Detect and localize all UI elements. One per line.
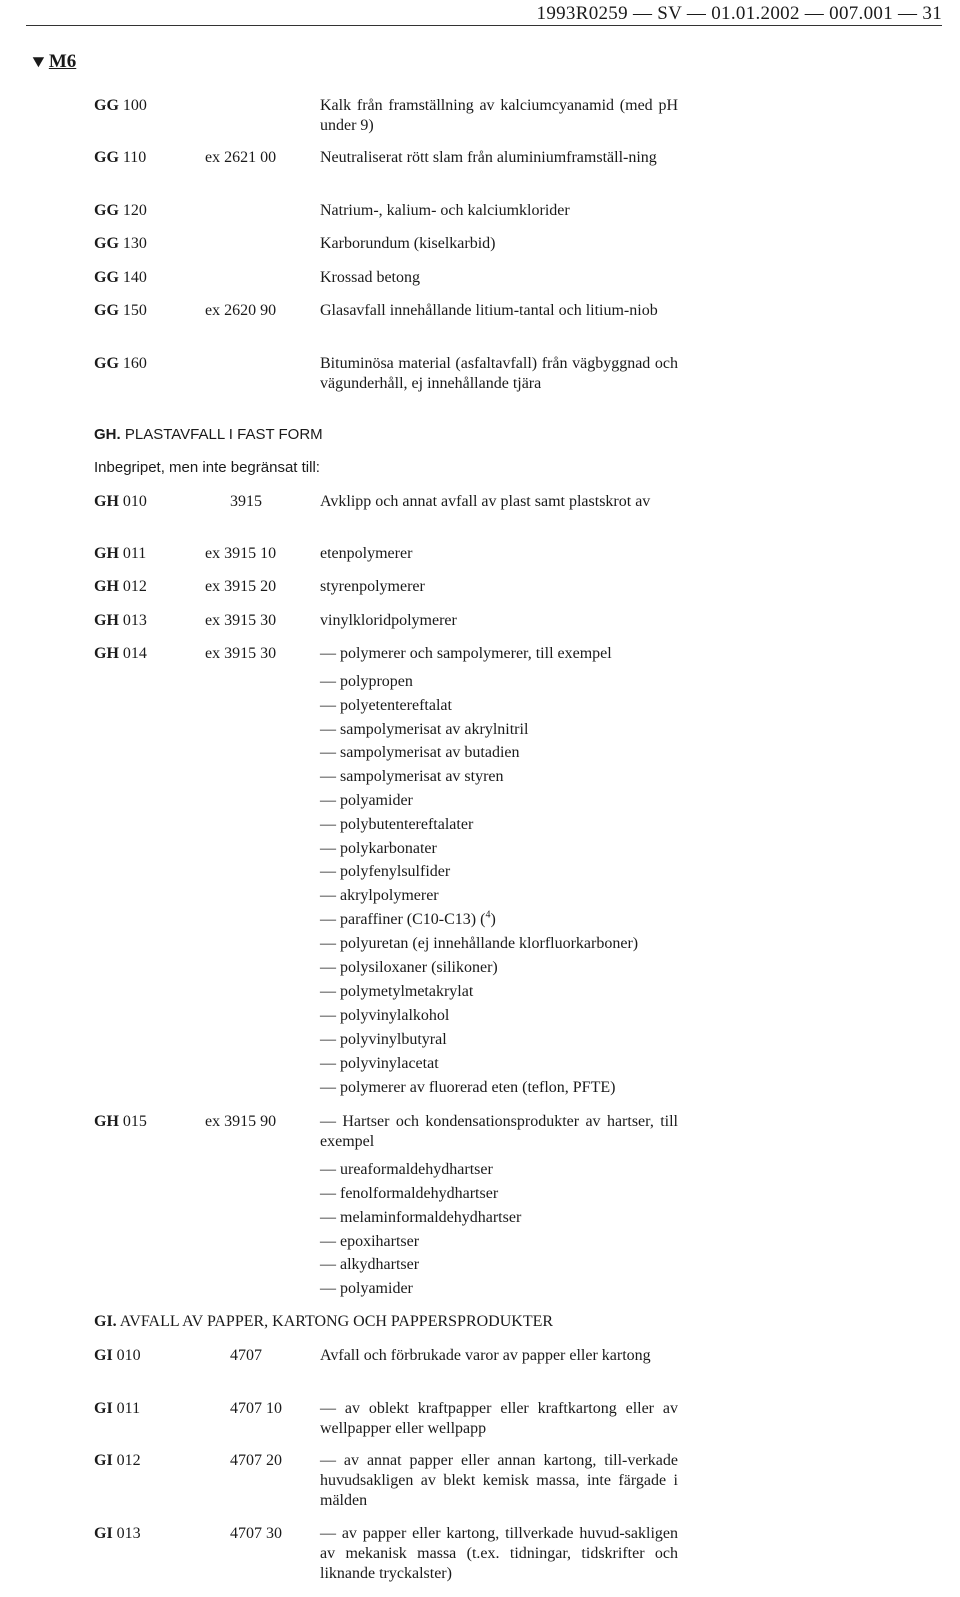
row-description: Bituminösa material (asfaltavfall) från vägbyggnad och vägunderhåll, ej innehållande tjära <box>320 355 678 392</box>
row-description: etenpolymerer <box>320 545 413 562</box>
list-item: — polymetylmetakrylat <box>320 983 474 1000</box>
row-number: ex 3915 30 <box>205 612 277 629</box>
list-item: — polypropen <box>320 673 413 690</box>
row-description: — polymerer och sampolymerer, till exempel <box>320 645 612 662</box>
list-item: — ureaformaldehydhartser <box>320 1161 493 1178</box>
row-description: vinylkloridpolymerer <box>320 612 457 629</box>
row-number: ex 3915 30 <box>205 645 277 662</box>
row-code: GH 012 <box>94 578 147 595</box>
list-item: — sampolymerisat av akrylnitril <box>320 721 529 738</box>
row-code: GI 011 <box>94 1400 141 1417</box>
row-description: Glasavfall innehållande litium-tantal och litium-niob <box>320 302 658 319</box>
list-item: — polyfenylsulfider <box>320 863 451 880</box>
row-number: ex 3915 90 <box>205 1113 277 1130</box>
page-header: 1993R0259 — SV — 01.01.2002 — 007.001 — 31 <box>536 3 942 24</box>
list-item: — polyvinylacetat <box>320 1055 439 1072</box>
row-code: GG 120 <box>94 202 147 219</box>
row-description: Avfall och förbrukade varor av papper eller kartong <box>320 1347 651 1364</box>
row-number: 3915 <box>230 493 262 510</box>
triangle-down-icon: ▼ <box>28 52 49 71</box>
list-item: — epoxihartser <box>320 1233 420 1250</box>
row-description: — av oblekt kraftpapper eller kraftkartong eller av wellpapper eller wellpapp <box>320 1400 678 1437</box>
row-number: 4707 20 <box>230 1452 282 1469</box>
list-item: — fenolformaldehydhartser <box>320 1185 499 1202</box>
row-code: GH 014 <box>94 645 147 662</box>
list-item: — alkydhartser <box>320 1256 420 1273</box>
row-description: — av papper eller kartong, tillverkade huvud-sakligen av mekanisk massa (t.ex. tidningar, tidskrifter och liknande tryckalster) <box>320 1525 678 1582</box>
list-item: — polyvinylbutyral <box>320 1031 447 1048</box>
row-description: styrenpolymerer <box>320 578 425 595</box>
row-code: GG 130 <box>94 235 147 252</box>
list-item: — sampolymerisat av butadien <box>320 744 520 761</box>
row-number: 4707 10 <box>230 1400 282 1417</box>
row-description: Avklipp och annat avfall av plast samt plastskrot av <box>320 493 651 510</box>
row-code: GH 015 <box>94 1113 147 1130</box>
list-item: — polymerer av fluorerad eten (teflon, PFTE) <box>320 1079 616 1096</box>
list-item: — polykarbonater <box>320 840 437 857</box>
row-code: GH 011 <box>94 545 147 562</box>
intro-text: Inbegripet, men inte begränsat till: <box>94 459 320 476</box>
row-code: GH 010 <box>94 493 147 510</box>
row-code: GI 013 <box>94 1525 141 1542</box>
row-number: ex 3915 20 <box>205 578 277 595</box>
header-rule <box>26 25 942 26</box>
list-item: — polyamider <box>320 792 413 809</box>
row-number: ex 2620 90 <box>205 302 277 319</box>
amendment-marker <box>30 52 76 72</box>
row-code: GG 150 <box>94 302 147 319</box>
row-number: ex 3915 10 <box>205 545 277 562</box>
list-item: — melaminformaldehydhartser <box>320 1209 522 1226</box>
row-code: GG 140 <box>94 269 147 286</box>
footnote-ref[interactable]: 4 <box>485 909 491 921</box>
list-item: — akrylpolymerer <box>320 887 439 904</box>
list-item: — polyetentereftalat <box>320 697 452 714</box>
section-heading-text: GH. PLASTAVFALL I FAST FORM <box>94 426 323 443</box>
list-item: — polybutentereftalater <box>320 816 474 833</box>
row-description: — Hartser och kondensationsprodukter av hartser, till exempel <box>320 1113 678 1150</box>
list-item: — polysiloxaner (silikoner) <box>320 959 498 976</box>
marker-label: M6 <box>48 51 77 72</box>
row-description: Krossad betong <box>320 269 420 286</box>
list-item: — polyuretan (ej innehållande klorfluorkarboner) <box>320 935 639 952</box>
row-code: GI 012 <box>94 1452 141 1469</box>
list-item: — sampolymerisat av styren <box>320 768 504 785</box>
list-item: — polyvinylalkohol <box>320 1007 450 1024</box>
row-description: Karborundum (kiselkarbid) <box>320 235 496 252</box>
row-code: GH 013 <box>94 612 147 629</box>
row-code: GG 100 <box>94 97 147 114</box>
row-number: 4707 30 <box>230 1525 282 1542</box>
row-description: Neutraliserat rött slam från aluminiumframställ-ning <box>320 149 657 166</box>
list-item: — paraffiner (C10-C13) ($^4$) <box>320 909 496 928</box>
row-code: GG 160 <box>94 355 147 372</box>
list-item: — polyamider <box>320 1280 413 1297</box>
row-description: — av annat papper eller annan kartong, till-verkade huvudsakligen av blekt kemisk massa, inte färgade i mälden <box>320 1452 678 1509</box>
row-description: Kalk från framställning av kalciumcyanamid (med pH under 9) <box>320 97 678 134</box>
row-code: GI 010 <box>94 1347 141 1364</box>
row-description: Natrium-, kalium- och kalciumklorider <box>320 202 570 219</box>
section-heading-text: GI. AVFALL AV PAPPER, KARTONG OCH PAPPERSPRODUKTER <box>94 1313 554 1330</box>
row-number: ex 2621 00 <box>205 149 277 166</box>
row-code: GG 110 <box>94 149 147 166</box>
row-number: 4707 <box>230 1347 262 1364</box>
